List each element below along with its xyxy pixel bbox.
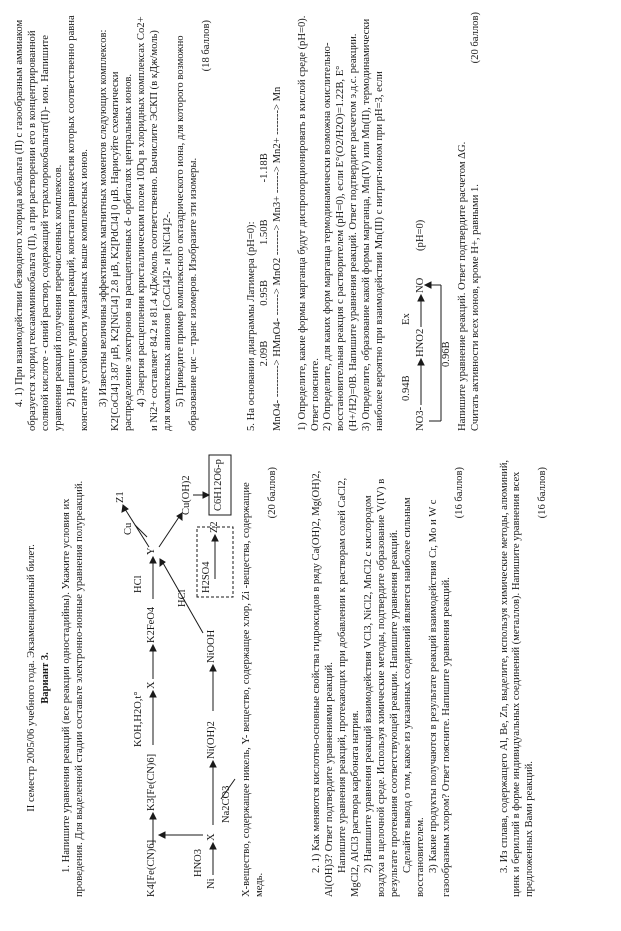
task5-final2 bbox=[470, 12, 483, 431]
scheme-koh-condition: KOH,H2O,t° bbox=[132, 691, 144, 747]
species-mno2: MnO2 bbox=[271, 257, 283, 286]
task4-p3: 3) Известны величины эффективных магнитных моментов следующих комплексов: K2[CoCl4] 3.87 μB, K2[NiCl4] 2.8 μB, K2[PdCl4] 0 μB. Нарисуйте схематически распределение электронов на расщепленных d- орбиталях центральных ионов. bbox=[97, 29, 135, 431]
potential-1: 2.09B bbox=[258, 340, 270, 367]
task5-score: (20 баллов) bbox=[469, 12, 481, 64]
task1-text: 1. Напишите уравнения реакций (все реакции одностадийны). Укажите условия их проведения. Для выделенной стадии составьте электронно-ионные уравнения полуреакций. bbox=[60, 480, 85, 897]
task5-intro: 5. На основании диаграммы Латимера (pH=0): bbox=[245, 221, 257, 431]
task3-score: (16 баллов) bbox=[537, 467, 549, 519]
task3-text: 3. Из сплава, содержащего Al, Be, Zn, выделите, используя химические методы, алюминий, цинк и бериллий в форме индивидуальных соединений (металлов). Напишите уравнения всех предложенных Вами реакций. bbox=[498, 459, 536, 897]
task2-p1: 2. 1) Как меняются кислотно-основные свойства гидроксидов в ряду Ca(OH)2, Mg(OH)2, Al(OH)3? Ответ подтвердите уравнениями реакций. bbox=[311, 470, 336, 897]
scheme-nioh2: Ni(OH)2 bbox=[205, 721, 217, 759]
scheme-x2: X bbox=[205, 833, 217, 841]
task5-final2-text: Считать активности всех ионов, кроме H+, равными 1. bbox=[469, 184, 481, 431]
nitr-e2: 0.96B bbox=[441, 341, 453, 367]
scheme-c6h12o6: C6H12O6-p bbox=[212, 459, 224, 511]
nitr-ex: Ex bbox=[401, 313, 413, 325]
potential-2: 0.95B bbox=[258, 280, 270, 306]
scheme-x: X bbox=[145, 681, 157, 689]
potential-4: -1.18B bbox=[258, 153, 270, 183]
task4-score: (18 баллов) bbox=[200, 20, 212, 72]
species-mno4: MnO4- bbox=[271, 399, 283, 431]
scheme-cuoh2: Cu(OH)2 bbox=[180, 475, 192, 515]
task2-p3: 2) Напишите уравнения реакций взаимодействия VCl3, NiCl2, MnCl2 с кислородом воздуха в щелочной среде. Используя химические методы, подтвердите образование V(IV) в результате протекания соответствующей реакции. Напишите уравнения реакций. bbox=[363, 478, 400, 897]
exam-header: II семестр 2005/06 учебного года. Экзаменационный билет. bbox=[26, 544, 37, 812]
task4-p1: 4. 1) При взаимодействии безводного хлорида кобальта (II) с газообразным аммиаком образуется хлорид гексаамминкобальта (II), а при растворении его в концентрированной соляной кислоте - синий раствор, содержащий тетрахлорокобальтат(II)- ион. Напишите уравнения реакций получения перечисленных комплексов. bbox=[14, 19, 64, 431]
scheme-hcl-mid: HCl bbox=[176, 589, 188, 607]
scheme-y: Y bbox=[145, 547, 157, 555]
scheme-cu: Cu bbox=[122, 522, 134, 535]
potential-3: 1.50B bbox=[258, 219, 270, 246]
scheme-k4fecn6: K4[Fe(CN)6] bbox=[145, 839, 157, 897]
scheme-niooh: NiOOH bbox=[205, 629, 217, 663]
task4-p2: 2) Напишите уравнения реакций, константа равновесия которых соответственно равна константе устойчивости указанных выше комплексных ионов. bbox=[65, 15, 90, 431]
scheme-z1: Z1 bbox=[114, 491, 126, 503]
nitr-ph: (pH=0) bbox=[415, 219, 427, 251]
task4-p4: 4) Энергия расщепления кристаллическим полем 10Dq в хлоридных комплексах Co2+ и Ni2+ составляет 84.2 и 81.4 кДж/моль соответственно. Вычислите ЭСКП (в кДж/моль) для комплексных анионов [CoCl4]2- и [NiCl4]2-. bbox=[136, 16, 174, 431]
species-mn: Mn bbox=[271, 86, 283, 102]
scheme-z2: Z2 bbox=[208, 521, 220, 533]
latimer-species: MnO4- ---------> HMnO4- ------> MnO2 -------> Mn3+ ------> Mn2+ -------> Mn bbox=[271, 86, 283, 431]
task1-legend: X-вещество, содержащее никель, Y- вещество, содержащее хлор, Zi -вещества, содержащие медь. bbox=[240, 482, 265, 897]
task2-score: (16 баллов) bbox=[453, 467, 465, 519]
scheme-hcl-top: HCl bbox=[132, 575, 144, 593]
nitr-no: NO bbox=[415, 277, 427, 293]
scheme-na2co3: Na2CO3 bbox=[220, 785, 232, 823]
scheme-k3fecn6: K3[Fe(CN)6] bbox=[145, 753, 157, 811]
right-column bbox=[0, 0, 621, 441]
nitr-hno2: HNO2 bbox=[415, 328, 427, 357]
variant-title: Вариант 3. bbox=[39, 652, 51, 704]
reaction-scheme bbox=[93, 459, 235, 897]
task5-q3: 3) Определите, образование какой формы марганца, Mn(IV) или Mn(II), термодинамически наиболее вероятно при взаимодействии Mn(III) с нитрит-ионом при pH=3, если bbox=[361, 18, 386, 431]
scheme-h2so4: H2SO4 bbox=[200, 561, 212, 593]
scheme-ni: Ni bbox=[205, 878, 217, 889]
task5-final1: Напишите уравнение реакций. Ответ подтвердите расчетом ΔG. bbox=[457, 141, 469, 431]
task2-p2: Напишите уравнения реакций, протекающих при добавлении к растворам солей CaCl2, MgCl2, AlCl3 раствора карбоната натрия. bbox=[337, 477, 362, 897]
task1-score: (20 баллов) bbox=[266, 467, 278, 519]
task5-q2: 2) Определите, для каких форм марганца термодинамически возможна окислительно-восстановительная реакция с растворителем (pH=0), если E°(O2/H2O)=1.22B, E°(H+/H2)=0B. Напишите уравнения реакций. Ответ подтвердите расчетом э.д.с. реакции. bbox=[322, 33, 360, 431]
task2-p4: Сделайте вывод о том, какое из указанных соединений является наиболее сильным восстановителем. bbox=[401, 497, 426, 897]
task2-p5: 3) Какие продукты получаются в результате реакций взаимодействия Cr, Mo и W с газообразным хлором? Ответ поясните. Напишите уравнения реакций. bbox=[427, 499, 452, 897]
scheme-k2feo4: K2FeO4 bbox=[145, 606, 157, 643]
latimer-potentials bbox=[259, 12, 272, 431]
species-mn2: Mn2+ bbox=[271, 137, 283, 164]
species-mn3: Mn3+ bbox=[271, 195, 283, 222]
scheme-hno3: HNO3 bbox=[192, 849, 204, 877]
nitr-no3: NO3- bbox=[415, 406, 427, 431]
left-column bbox=[0, 451, 621, 931]
species-hmno4: HMnO4- bbox=[271, 317, 283, 357]
nitrite-diagram bbox=[395, 12, 453, 431]
task5-q1: 1) Определите, какие формы марганца будут диспропорционировать в кислой среде (pH=0). Ответ поясните. bbox=[296, 15, 321, 431]
task4-p5: 5) Приведите пример комплексного октаэдрического иона, для которого возможно образование цис – транс изомеров. Изобразите эти изомеры. bbox=[175, 35, 199, 431]
nitr-e1: 0.94B bbox=[401, 375, 413, 401]
